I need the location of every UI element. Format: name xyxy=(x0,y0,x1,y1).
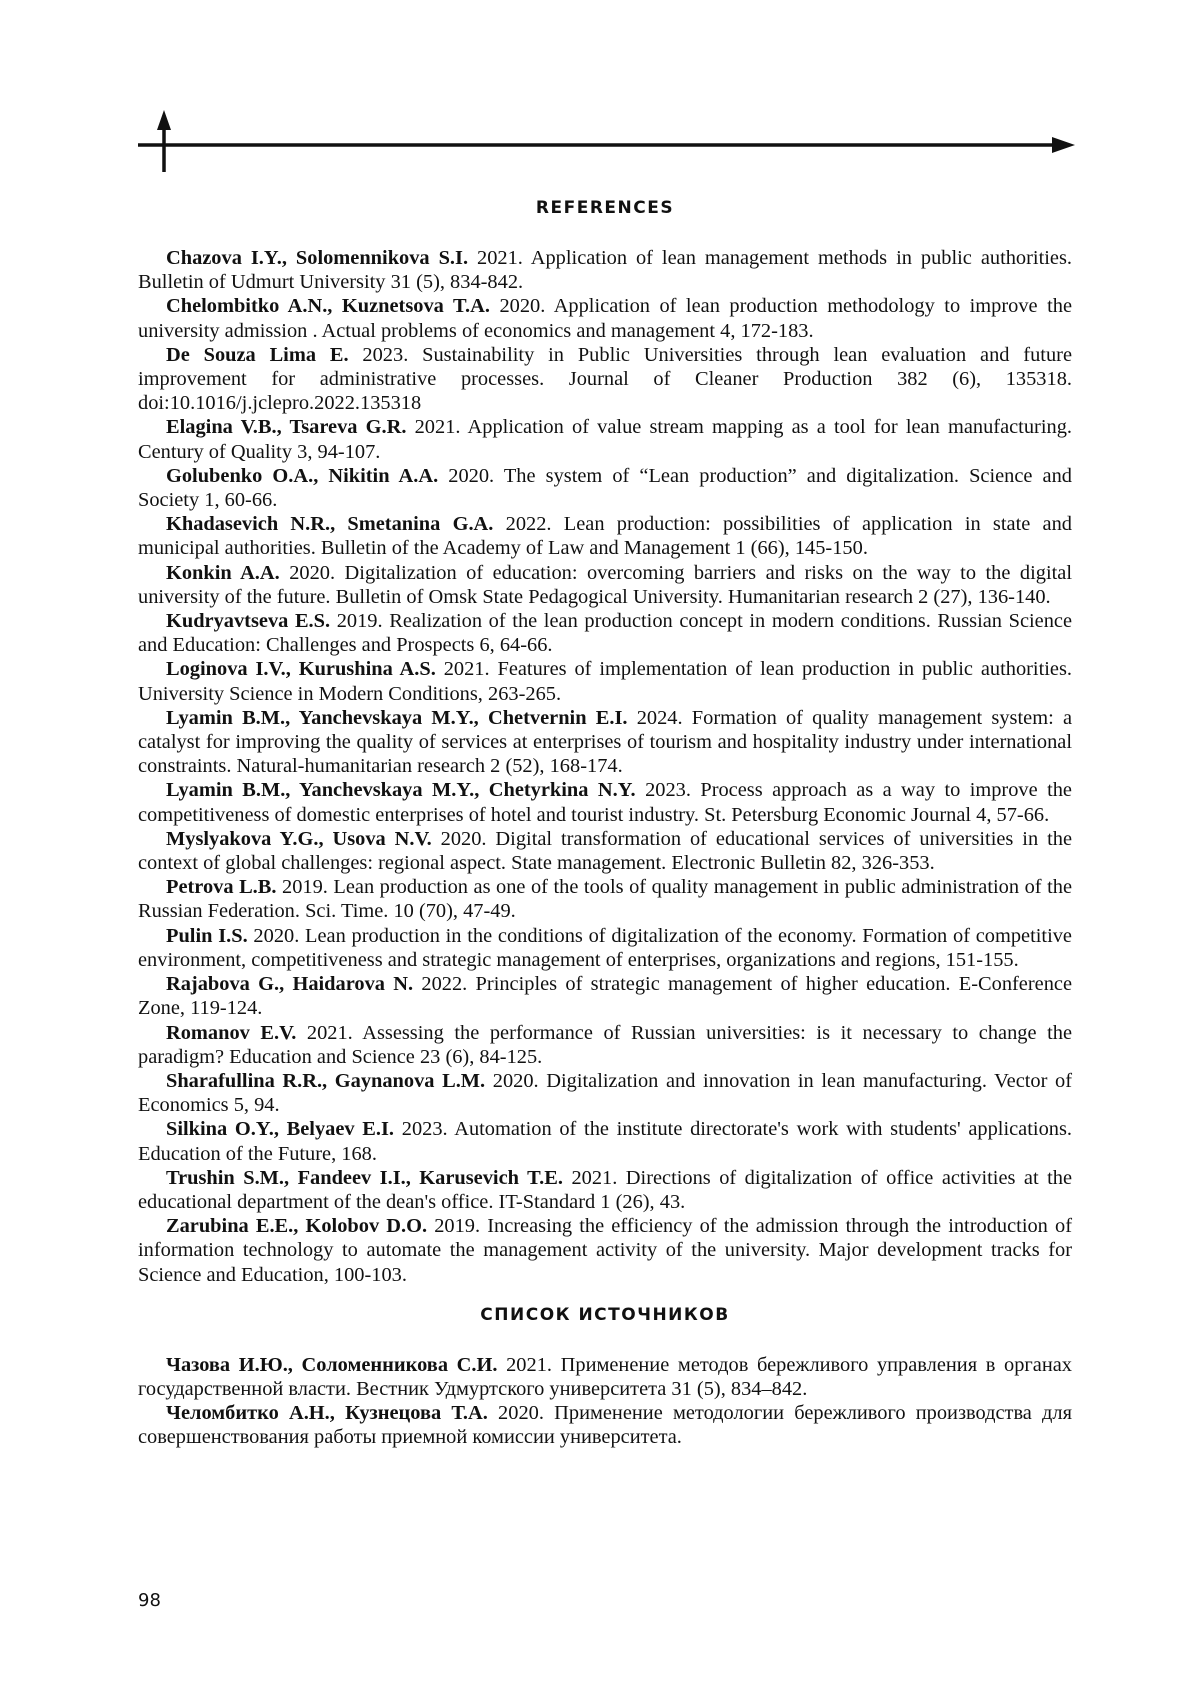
reference-entry xyxy=(138,464,1072,512)
reference-entry xyxy=(138,1117,1072,1165)
reference-text: 2021. Features of implementation of lean production in public authorities. University Science in Modern Conditions, 263-265. xyxy=(138,658,1072,704)
reference-authors: Pulin I.S. xyxy=(166,925,248,947)
reference-entry xyxy=(138,1166,1072,1214)
reference-text: 2020. Lean production in the conditions of digitalization of the economy. Formation of competitive environment, competitiveness and strategic management of enterprises, organizations and regions, 151-155. xyxy=(138,925,1072,971)
right-arrow-icon xyxy=(1052,137,1075,153)
references-list xyxy=(138,246,1072,1287)
reference-authors: Romanov E.V. xyxy=(166,1022,296,1044)
reference-entry xyxy=(138,609,1072,657)
reference-text: 2019. Lean production as one of the tools of quality management in public administration of the Russian Federation. Sci. Time. 10 (70), 47-49. xyxy=(138,876,1072,922)
up-arrow-icon xyxy=(157,110,171,130)
reference-authors: De Souza Lima E. xyxy=(166,344,349,366)
reference-authors: Myslyakova Y.G., Usova N.V. xyxy=(166,828,432,850)
reference-text: 2021. Применение методов бережливого управления в органах государственной власти. Вестник Удмуртского университета 31 (5), 834–842. xyxy=(138,1354,1072,1400)
page-number: 98 xyxy=(138,1590,161,1611)
reference-entry xyxy=(138,827,1072,875)
reference-text: 2019. Realization of the lean production concept in modern conditions. Russian Science and Education: Challenges and Prospects 6, 64-66. xyxy=(138,610,1072,656)
reference-entry xyxy=(138,1214,1072,1287)
reference-entry xyxy=(138,1353,1072,1401)
reference-authors: Golubenko O.A., Nikitin A.A. xyxy=(166,465,438,487)
reference-authors: Konkin A.A. xyxy=(166,562,280,584)
reference-authors: Chazova I.Y., Solomennikova S.I. xyxy=(166,247,468,269)
reference-text: 2019. Increasing the efficiency of the admission through the introduction of information technology to automate the management activity of the university. Major development tracks for Science and Education, 100-103. xyxy=(138,1215,1072,1285)
reference-entry xyxy=(138,875,1072,923)
reference-text: 2021. Application of value stream mapping as a tool for lean manufacturing. Century of Quality 3, 94-107. xyxy=(138,416,1072,462)
reference-entry xyxy=(138,1021,1072,1069)
reference-text: 2020. Digital transformation of educational services of universities in the context of global challenges: regional aspect. State management. Electronic Bulletin 82, 326-353. xyxy=(138,828,1072,874)
reference-authors: Lyamin B.M., Yanchevskaya M.Y., Chetyrkina N.Y. xyxy=(166,779,636,801)
reference-entry xyxy=(138,924,1072,972)
reference-entry xyxy=(138,415,1072,463)
reference-authors: Челомбитко А.Н., Кузнецова Т.А. xyxy=(166,1402,488,1424)
reference-authors: Zarubina E.E., Kolobov D.O. xyxy=(166,1215,427,1237)
reference-authors: Lyamin B.M., Yanchevskaya M.Y., Chetvernin E.I. xyxy=(166,707,628,729)
references-title: REFERENCES xyxy=(138,196,1072,220)
reference-text: 2020. Digitalization of education: overcoming barriers and risks on the way to the digital university of the future. Bulletin of Omsk State Pedagogical University. Humanitarian research 2 (27), 136-140. xyxy=(138,562,1072,608)
reference-text: 2022. Lean production: possibilities of application in state and municipal authorities. Bulletin of the Academy of Law and Management 1 (66), 145-150. xyxy=(138,513,1072,559)
reference-text: 2023. Sustainability in Public Universities through lean evaluation and future improvement for administrative processes. Journal of Cleaner Production 382 (6), 135318. doi:10.1016/j.jclepro.2022.135318 xyxy=(138,344,1072,414)
reference-entry xyxy=(138,343,1072,416)
reference-entry xyxy=(138,1069,1072,1117)
reference-entry xyxy=(138,561,1072,609)
reference-entry xyxy=(138,972,1072,1020)
reference-text: 2024. Formation of quality management system: a catalyst for improving the quality of services at enterprises of tourism and hospitality industry under international constraints. Natural-humanitarian research 2 (52), 168-174. xyxy=(138,707,1072,777)
reference-authors: Trushin S.M., Fandeev I.I., Karusevich T.E. xyxy=(166,1167,563,1189)
reference-text: 2023. Process approach as a way to improve the competitiveness of domestic enterprises of hotel and tourist industry. St. Petersburg Economic Journal 4, 57-66. xyxy=(138,779,1072,825)
reference-authors: Chelombitko A.N., Kuznetsova T.A. xyxy=(166,295,490,317)
reference-authors: Petrova L.B. xyxy=(166,876,276,898)
reference-text: 2021. Assessing the performance of Russian universities: is it necessary to change the paradigm? Education and Science 23 (6), 84-125. xyxy=(138,1022,1072,1068)
reference-entry xyxy=(138,294,1072,342)
reference-text: 2020. The system of “Lean production” and digitalization. Science and Society 1, 60-66. xyxy=(138,465,1072,511)
reference-text: 2023. Automation of the institute directorate's work with students' applications. Education of the Future, 168. xyxy=(138,1118,1072,1164)
sources-list xyxy=(138,1353,1072,1450)
reference-text: 2021. Application of lean management methods in public authorities. Bulletin of Udmurt University 31 (5), 834-842. xyxy=(138,247,1072,293)
reference-authors: Rajabova G., Haidarova N. xyxy=(166,973,413,995)
reference-entry xyxy=(138,512,1072,560)
sources-title: СПИСОК ИСТОЧНИКОВ xyxy=(138,1303,1072,1327)
reference-text: 2020. Применение методологии бережливого производства для совершенствования работы приемной комиссии университета. xyxy=(138,1402,1072,1448)
reference-text: 2021. Directions of digitalization of office activities at the educational department of the dean's office. IT-Standard 1 (26), 43. xyxy=(138,1167,1072,1213)
reference-authors: Loginova I.V., Kurushina A.S. xyxy=(166,658,436,680)
reference-text: 2022. Principles of strategic management of higher education. E-Conference Zone, 119-124. xyxy=(138,973,1072,1019)
reference-authors: Elagina V.B., Tsareva G.R. xyxy=(166,416,406,438)
reference-authors: Sharafullina R.R., Gaynanova L.M. xyxy=(166,1070,485,1092)
header-axis xyxy=(0,0,1200,180)
reference-entry xyxy=(138,657,1072,705)
reference-entry xyxy=(138,706,1072,779)
reference-authors: Khadasevich N.R., Smetanina G.A. xyxy=(166,513,493,535)
reference-authors: Silkina O.Y., Belyaev E.I. xyxy=(166,1118,394,1140)
reference-authors: Kudryavtseva E.S. xyxy=(166,610,330,632)
reference-entry xyxy=(138,246,1072,294)
reference-entry xyxy=(138,1401,1072,1449)
reference-authors: Чазова И.Ю., Соломенникова С.И. xyxy=(166,1354,497,1376)
reference-text: 2020. Application of lean production methodology to improve the university admission . Actual problems of economics and management 4, 172-183. xyxy=(138,295,1072,341)
reference-text: 2020. Digitalization and innovation in lean manufacturing. Vector of Economics 5, 94. xyxy=(138,1070,1072,1116)
page-content xyxy=(138,196,1072,1450)
reference-entry xyxy=(138,778,1072,826)
